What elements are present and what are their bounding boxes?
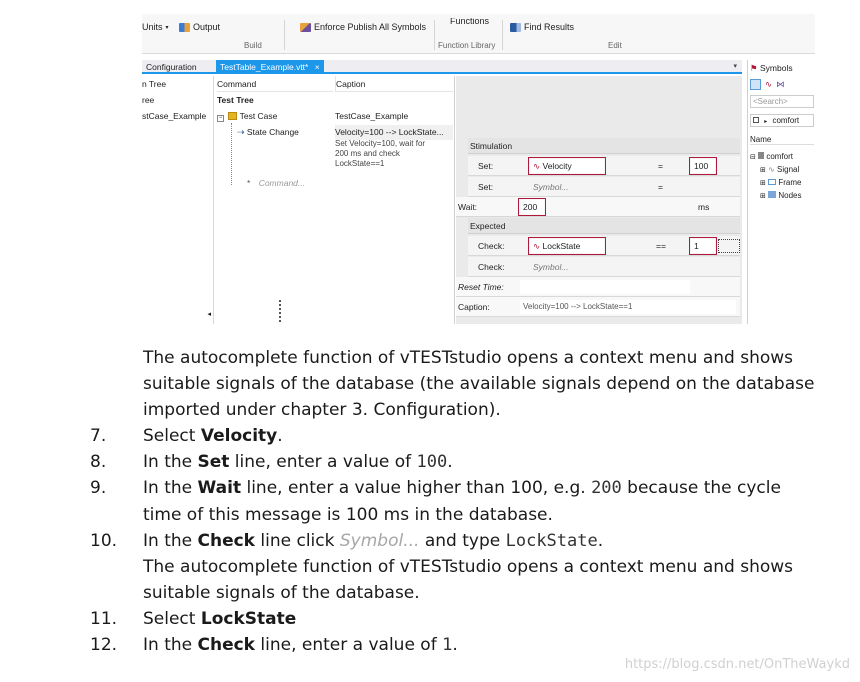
set-symbol-field[interactable]: ∿ Velocity [530,159,604,173]
reset-time-field[interactable] [520,280,690,294]
check-row-1 [468,236,740,256]
symbol-tree-item[interactable]: ⊞ ∿ Signal [760,165,800,174]
test-tree-pane [142,76,214,324]
step-number: 8. [90,452,107,472]
publish-icon [300,23,311,32]
column-header-command[interactable]: Command [217,76,333,92]
caption-label: Caption: [458,302,490,312]
units-button[interactable]: Units ▾ [142,22,169,32]
database-icon[interactable] [750,79,761,90]
nodes-icon [768,191,776,198]
caption-detail: 200 ms and check [335,149,400,158]
intro-line: imported under chapter 3. Configuration). [143,400,501,420]
frame-icon [768,179,776,185]
set-label: Set: [478,161,494,171]
step-9-continuation: time of this message is 100 ms in the database. [143,505,553,525]
set-symbol-placeholder[interactable]: Symbol... [533,182,569,192]
ribbon-separator [502,20,503,50]
highlight-box [689,157,717,175]
check-value-field[interactable]: 1 [691,239,715,253]
check-label: Check: [478,241,505,251]
tab-configuration[interactable]: Configuration [146,62,197,72]
vteststudio-screenshot [142,14,815,324]
highlight-box [518,198,546,216]
expected-section: Expected [468,218,740,234]
caption-detail: LockState==1 [335,159,385,168]
edit-group-label: Edit [608,41,622,50]
symbols-title: ⚑ Symbols [750,63,793,73]
output-icon [179,23,190,32]
splitter-grip[interactable] [279,300,283,322]
signal-filter-icon[interactable]: ∿ [765,79,773,89]
step-number: 10. [90,531,118,551]
message-filter-icon[interactable]: ⋈ [776,79,785,89]
signal-icon: ∿ [768,165,775,174]
table-row-state-change[interactable]: ⇢ State Change [237,127,299,137]
set-label: Set: [478,182,494,192]
name-column-header[interactable]: Name [750,135,814,145]
highlight-box [528,157,606,175]
output-button[interactable]: Output [179,22,220,32]
wait-value-field[interactable]: 200 [520,200,544,214]
step-7: Select Velocity. [143,426,283,446]
wait-unit: ms [698,202,710,212]
left-tree-item[interactable]: n Tree [142,79,167,89]
functions-button[interactable]: Functions [450,18,490,24]
step-11: Select LockState [143,609,297,629]
collapse-icon: ⊟ [750,154,756,161]
signal-icon: ∿ [533,161,541,171]
check-row-2 [468,257,740,277]
symbol-tree-item[interactable]: ⊞ Frame [760,178,802,187]
reset-time-label: Reset Time: [458,282,504,292]
wait-row [456,197,740,217]
step-8: In the Set line, enter a value of 100. [143,452,453,472]
left-tree-item[interactable]: ree [142,95,155,105]
scroll-arrow-icon[interactable]: ◂ [207,311,211,318]
ribbon-separator [284,20,285,50]
caption-field[interactable]: Velocity=100 --> LockState==1 [520,300,736,314]
state-change-icon: ⇢ [237,127,245,137]
new-command-row[interactable]: * Command... [247,178,305,188]
test-case-icon [228,112,237,120]
symbol-tree-item[interactable]: ⊞ Nodes [760,191,802,200]
intro-line: suitable signals of the database (the available signals depend on the database [143,374,815,394]
signal-icon: ∿ [533,241,541,251]
chevron-right-icon: ▸ [764,119,768,125]
tab-test-table[interactable]: TestTable_Example.vtt* × [216,60,324,74]
set-row-2 [468,177,740,197]
focus-indicator [718,239,740,253]
wait-label: Wait: [458,202,478,212]
step-number: 7. [90,426,107,446]
highlight-box [689,237,717,255]
collapse-icon[interactable]: − [218,115,223,121]
check-symbol-field[interactable]: ∿ LockState [530,239,604,253]
intro-line: The autocomplete function of vTESTstudio opens a context menu and shows [143,557,794,577]
step-number: 12. [90,635,118,655]
close-icon[interactable]: × [314,62,320,72]
document-tab-bar [142,60,742,74]
tree-connector [231,123,232,185]
symbol-tree-item[interactable]: ⊟ comfort [750,152,794,161]
database-icon [758,152,764,159]
tab-dropdown-icon[interactable]: ▾ [733,63,737,70]
step-number: 11. [90,609,118,629]
caption-cell: Velocity=100 --> LockState... [335,125,453,140]
enforce-publish-button[interactable]: Enforce Publish All Symbols [300,22,426,32]
intro-line: The autocomplete function of vTESTstudio opens a context menu and shows [143,348,794,368]
tree-title: Test Tree [217,95,254,105]
stimulation-section: Stimulation [468,138,740,154]
database-selector[interactable]: ▸ comfort [750,114,814,127]
symbols-pane [747,60,815,324]
check-symbol-placeholder[interactable]: Symbol... [533,262,569,272]
chevron-down-icon: ▾ [165,24,169,31]
highlight-box [528,237,606,255]
set-row-1 [468,156,740,176]
database-icon [753,117,759,123]
ribbon-separator [434,20,435,50]
step-12: In the Check line, enter a value of 1. [143,635,458,655]
reset-time-row [456,277,740,297]
ribbon [142,14,815,54]
left-tree-item[interactable]: stCase_Example [142,111,207,121]
expand-icon: ⊞ [760,193,766,200]
set-operator: = [658,182,663,192]
symbols-toolbar [750,79,785,90]
set-value-field[interactable]: 100 [691,159,715,173]
column-header-caption[interactable]: Caption [335,76,453,92]
function-library-group-label: Function Library [438,41,496,50]
expand-icon: ⊞ [760,167,766,174]
test-table-editor [215,76,455,324]
watermark: https://blog.csdn.net/OnTheWaykd [624,657,850,672]
step-number: 9. [90,478,107,498]
find-results-button[interactable]: Find Results [510,22,574,32]
set-operator: = [658,161,663,171]
step-9: In the Wait line, enter a value higher than 100, e.g. 200 because the cycle [143,478,781,498]
symbols-icon: ⚑ [750,63,758,73]
symbol-search-input[interactable]: <Search> [750,95,814,108]
table-row-test-case[interactable]: − Test Case [218,111,278,121]
expand-icon: ⊞ [760,180,766,187]
build-group-label: Build [244,41,262,50]
asterisk-icon: * [247,178,251,188]
step-10: In the Check line click Symbol... and type LockState. [143,531,604,551]
caption-cell: TestCase_Example [335,111,409,121]
find-results-icon [510,23,521,32]
state-change-properties [456,76,742,324]
check-operator: == [656,241,666,251]
caption-detail: Set Velocity=100, wait for [335,139,426,148]
intro-line: suitable signals of the database. [143,583,420,603]
check-label: Check: [478,262,505,272]
caption-row [456,297,740,317]
